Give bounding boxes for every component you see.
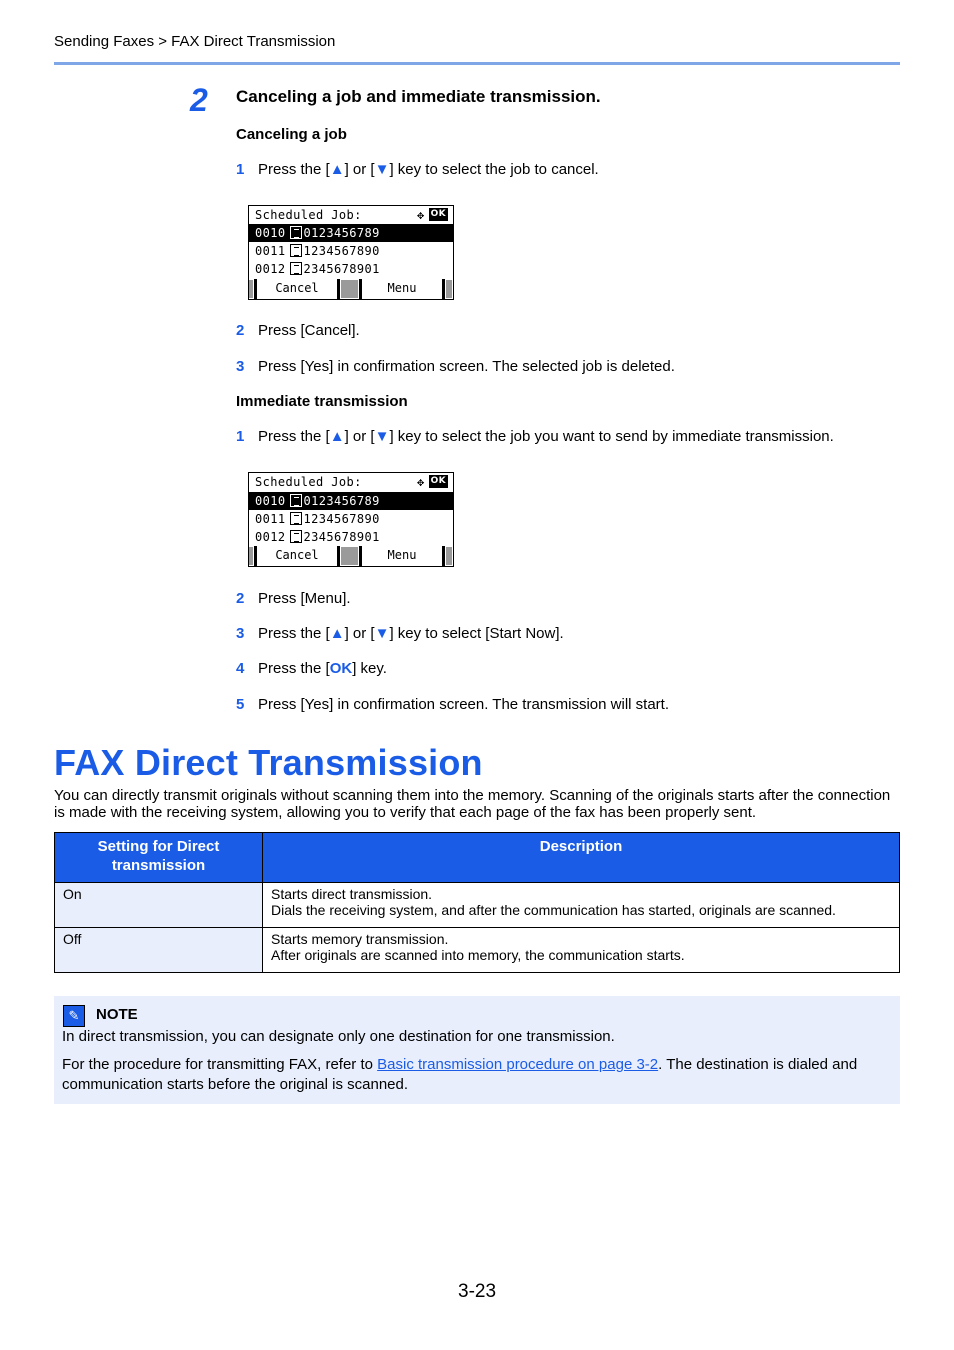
step-text: ] key to select the job to cancel. bbox=[389, 161, 599, 178]
lcd-screen-cancel bbox=[248, 205, 454, 300]
table-header-setting: Setting for Direct transmission bbox=[55, 833, 263, 883]
lcd-job-row[interactable] bbox=[249, 492, 453, 510]
breadcrumb: Sending Faxes > FAX Direct Transmission bbox=[54, 33, 336, 50]
table-header-row bbox=[55, 833, 900, 883]
description-line: After originals are scanned into memory, the communication starts. bbox=[271, 947, 685, 963]
step-text: ] key. bbox=[352, 660, 387, 677]
fax-icon bbox=[290, 262, 302, 275]
settings-table bbox=[54, 832, 900, 973]
cancel-step-1 bbox=[236, 161, 599, 178]
move-arrows-icon: ✥ bbox=[416, 474, 425, 489]
lcd-softkeys bbox=[249, 279, 453, 299]
section-intro: You can directly transmit originals without scanning them into the memory. Scanning of the originals starts after the connection is made with the receiving system, allowing you to verify that each page of the fax has been properly sent. bbox=[54, 787, 891, 821]
lcd-title: Scheduled Job: bbox=[255, 208, 362, 222]
description-cell bbox=[263, 928, 900, 973]
fax-icon bbox=[290, 530, 302, 543]
step-index: 2 bbox=[236, 322, 245, 339]
up-arrow-icon: ▲ bbox=[329, 161, 345, 178]
step-text: Press [Cancel]. bbox=[258, 322, 360, 339]
down-arrow-icon: ▼ bbox=[374, 428, 390, 445]
step-index: 5 bbox=[236, 696, 245, 713]
job-number: 1234567890 bbox=[303, 512, 380, 526]
lcd-job-row[interactable] bbox=[249, 510, 453, 528]
description-line: Starts memory transmission. bbox=[271, 931, 449, 947]
job-number: 2345678901 bbox=[303, 530, 380, 544]
lcd-job-row[interactable] bbox=[249, 260, 453, 278]
lcd-title-row bbox=[249, 473, 453, 491]
job-number: 0123456789 bbox=[303, 494, 380, 508]
job-id: 0010 bbox=[255, 226, 286, 240]
cancel-step-2 bbox=[236, 322, 360, 339]
job-number: 1234567890 bbox=[303, 244, 380, 258]
cancel-step-3 bbox=[236, 358, 675, 375]
step-index: 3 bbox=[236, 358, 245, 375]
description-line: Starts direct transmission. bbox=[271, 886, 433, 902]
menu-softkey[interactable]: Menu bbox=[359, 546, 445, 566]
step-index: 1 bbox=[236, 428, 245, 445]
step-text: Press [Menu]. bbox=[258, 590, 351, 607]
fax-icon bbox=[290, 226, 302, 239]
job-id: 0012 bbox=[255, 530, 286, 544]
up-arrow-icon: ▲ bbox=[329, 428, 345, 445]
step-text: Press [Yes] in confirmation screen. The transmission will start. bbox=[258, 696, 669, 713]
lcd-title: Scheduled Job: bbox=[255, 475, 362, 489]
table-row bbox=[55, 883, 900, 928]
immediate-step-1 bbox=[236, 428, 834, 445]
fax-icon bbox=[290, 244, 302, 257]
job-id: 0011 bbox=[255, 244, 286, 258]
cancel-softkey[interactable]: Cancel bbox=[254, 279, 340, 299]
note-label: NOTE bbox=[96, 1006, 138, 1023]
note-paragraph: In direct transmission, you can designate only one destination for one transmission. bbox=[62, 1028, 615, 1045]
step-text: Press the [ bbox=[258, 161, 330, 178]
fax-icon bbox=[290, 512, 302, 525]
step-text: ] key to select the job you want to send by immediate transmission. bbox=[389, 428, 834, 445]
step-text: Press [Yes] in confirmation screen. The selected job is deleted. bbox=[258, 358, 675, 375]
step-index: 1 bbox=[236, 161, 245, 178]
cancel-softkey[interactable]: Cancel bbox=[254, 546, 340, 566]
subheading-canceling: Canceling a job bbox=[236, 126, 347, 143]
job-id: 0012 bbox=[255, 262, 286, 276]
header-rule bbox=[54, 62, 900, 65]
ok-icon: OK bbox=[430, 209, 446, 219]
subheading-immediate: Immediate transmission bbox=[236, 393, 408, 410]
lcd-title-row bbox=[249, 206, 453, 224]
step-index: 2 bbox=[236, 590, 245, 607]
down-arrow-icon: ▼ bbox=[374, 161, 390, 178]
immediate-step-2 bbox=[236, 590, 351, 607]
menu-softkey[interactable]: Menu bbox=[359, 279, 445, 299]
immediate-step-3 bbox=[236, 625, 564, 642]
step-text: ] or [ bbox=[344, 161, 375, 178]
step-text: ] or [ bbox=[344, 428, 375, 445]
down-arrow-icon: ▼ bbox=[374, 625, 390, 642]
lcd-job-row[interactable] bbox=[249, 242, 453, 260]
section-title: FAX Direct Transmission bbox=[54, 742, 483, 783]
lcd-job-row[interactable] bbox=[249, 224, 453, 242]
up-arrow-icon: ▲ bbox=[329, 625, 345, 642]
step-index: 4 bbox=[236, 660, 245, 677]
basic-transmission-link[interactable]: Basic transmission procedure on page 3-2 bbox=[377, 1056, 659, 1073]
page-number: 3-23 bbox=[458, 1281, 497, 1302]
setting-cell: On bbox=[55, 883, 263, 928]
job-number: 0123456789 bbox=[303, 226, 380, 240]
step-text: Press the [ bbox=[258, 660, 330, 677]
move-arrows-icon: ✥ bbox=[416, 207, 425, 222]
description-cell bbox=[263, 883, 900, 928]
note-paragraph bbox=[62, 1055, 892, 1095]
description-line: Dials the receiving system, and after the communication has started, originals are scanned. bbox=[271, 902, 836, 918]
step-text: Press the [ bbox=[258, 428, 330, 445]
job-id: 0010 bbox=[255, 494, 286, 508]
step-index: 3 bbox=[236, 625, 245, 642]
table-row bbox=[55, 928, 900, 973]
step-text: Press the [ bbox=[258, 625, 330, 642]
step-number: 2 bbox=[190, 82, 208, 118]
fax-icon bbox=[290, 494, 302, 507]
immediate-step-4 bbox=[236, 660, 387, 677]
step-text: ] key to select [Start Now]. bbox=[389, 625, 564, 642]
ok-key-label: OK bbox=[329, 660, 353, 677]
note-icon: ✎ bbox=[63, 1005, 85, 1027]
job-id: 0011 bbox=[255, 512, 286, 526]
setting-cell: Off bbox=[55, 928, 263, 973]
job-number: 2345678901 bbox=[303, 262, 380, 276]
lcd-softkeys bbox=[249, 546, 453, 566]
note-text: For the procedure for transmitting FAX, refer to bbox=[62, 1056, 378, 1073]
immediate-step-5 bbox=[236, 696, 669, 713]
step-title: Canceling a job and immediate transmission. bbox=[236, 87, 601, 106]
step-text: ] or [ bbox=[344, 625, 375, 642]
lcd-job-row[interactable] bbox=[249, 528, 453, 546]
note-text: . The destination is dialed and communication starts before the original is scanned. bbox=[62, 1056, 858, 1093]
ok-icon: OK bbox=[430, 476, 446, 486]
note-box bbox=[54, 996, 900, 1104]
table-header-description: Description bbox=[263, 833, 900, 883]
lcd-screen-immediate bbox=[248, 472, 454, 567]
